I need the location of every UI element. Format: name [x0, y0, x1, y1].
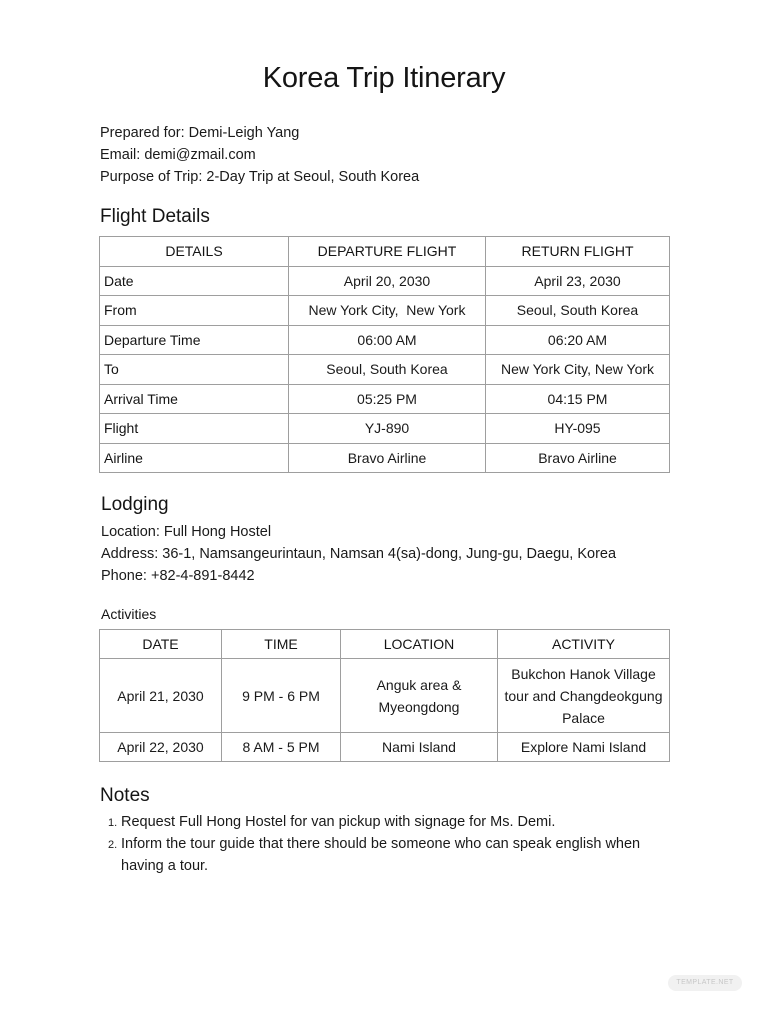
row-label: From: [100, 296, 289, 326]
activity-date: April 22, 2030: [100, 733, 222, 762]
row-label: Flight: [100, 414, 289, 444]
note-text: Inform the tour guide that there should be someone who can speak english when having a tour.: [121, 836, 641, 874]
table-row: [100, 733, 670, 762]
lodging-info: [101, 521, 616, 587]
return-cell: April 23, 2030: [486, 266, 670, 296]
lodging-heading: Lodging: [101, 494, 169, 515]
purpose-line: Purpose of Trip: 2-Day Trip at Seoul, South Korea: [100, 169, 420, 185]
column-header: DEPARTURE FLIGHT: [289, 237, 486, 267]
table-row: [100, 384, 670, 414]
departure-cell: Bravo Airline: [289, 443, 486, 473]
activities-heading: Activities: [101, 606, 157, 622]
table-row: [100, 296, 670, 326]
table-row: [100, 414, 670, 444]
activity-location: Anguk area & Myeongdong: [341, 659, 498, 733]
template-watermark: TEMPLATE.NET: [668, 975, 742, 991]
return-cell: New York City, New York: [486, 355, 670, 385]
trip-info: [100, 122, 419, 188]
flight-details-table: [99, 236, 670, 473]
note-text: Request Full Hong Hostel for van pickup with signage for Ms. Demi.: [121, 814, 556, 830]
lodging-address: Address: 36-1, Namsangeurintaun, Namsan 4(sa)-dong, Jung-gu, Daegu, Korea: [101, 546, 617, 562]
lodging-phone: Phone: +82-4-891-8442: [101, 568, 255, 584]
activities-table: [99, 629, 670, 762]
activity-location: Nami Island: [341, 733, 498, 762]
departure-cell: 06:00 AM: [289, 325, 486, 355]
table-header-row: [100, 237, 670, 267]
departure-cell: YJ-890: [289, 414, 486, 444]
activity-description: Bukchon Hanok Village tour and Changdeokgung Palace: [498, 659, 670, 733]
departure-cell: April 20, 2030: [289, 266, 486, 296]
list-number: 1.: [108, 817, 118, 829]
return-cell: Bravo Airline: [486, 443, 670, 473]
departure-cell: Seoul, South Korea: [289, 355, 486, 385]
row-label: Departure Time: [100, 325, 289, 355]
return-cell: 06:20 AM: [486, 325, 670, 355]
table-header-row: [100, 630, 670, 659]
list-item: [100, 811, 670, 833]
prepared-for-line: Prepared for: Demi-Leigh Yang: [100, 125, 300, 141]
flight-details-heading: Flight Details: [100, 206, 210, 227]
column-header: DATE: [100, 630, 222, 659]
table-row: [100, 355, 670, 385]
notes-heading: Notes: [100, 785, 150, 806]
table-row: [100, 443, 670, 473]
document-title: Korea Trip Itinerary: [262, 62, 506, 94]
table-row: [100, 659, 670, 733]
lodging-location: Location: Full Hong Hostel: [101, 524, 272, 540]
departure-cell: 05:25 PM: [289, 384, 486, 414]
activity-time: 8 AM - 5 PM: [222, 733, 341, 762]
email-line: Email: demi@zmail.com: [100, 147, 256, 163]
activity-description: Explore Nami Island: [498, 733, 670, 762]
return-cell: Seoul, South Korea: [486, 296, 670, 326]
activity-time: 9 PM - 6 PM: [222, 659, 341, 733]
column-header: ACTIVITY: [498, 630, 670, 659]
row-label: Airline: [100, 443, 289, 473]
return-cell: 04:15 PM: [486, 384, 670, 414]
row-label: Date: [100, 266, 289, 296]
list-item: [100, 833, 670, 877]
column-header: RETURN FLIGHT: [486, 237, 670, 267]
notes-list: [100, 811, 670, 877]
column-header: LOCATION: [341, 630, 498, 659]
activity-date: April 21, 2030: [100, 659, 222, 733]
departure-cell: New York City, New York: [289, 296, 486, 326]
list-number: 2.: [108, 839, 118, 851]
table-row: [100, 266, 670, 296]
column-header: DETAILS: [100, 237, 289, 267]
row-label: Arrival Time: [100, 384, 289, 414]
table-row: [100, 325, 670, 355]
column-header: TIME: [222, 630, 341, 659]
return-cell: HY-095: [486, 414, 670, 444]
row-label: To: [100, 355, 289, 385]
